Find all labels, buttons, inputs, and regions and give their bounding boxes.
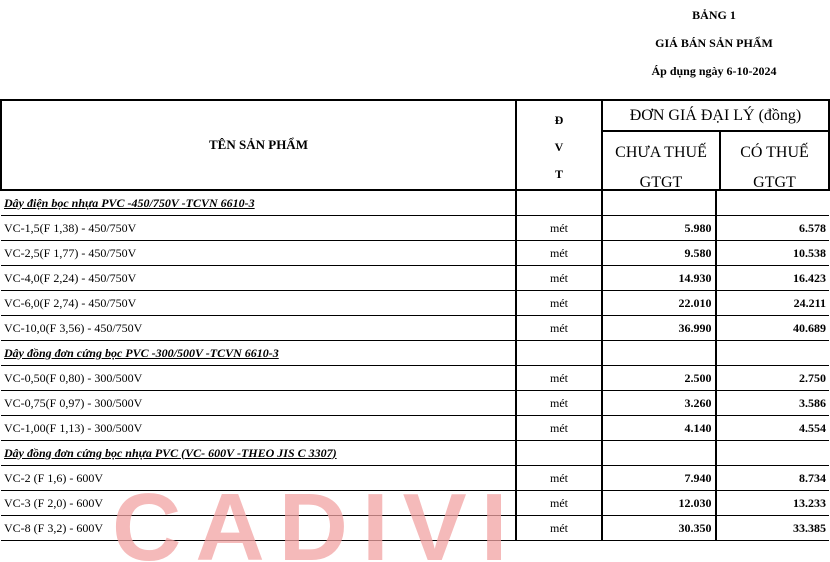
pre-tax-label: CHƯA THUẾ [615, 144, 707, 161]
table-number: BẢNG 1 [692, 8, 736, 22]
price-pre-tax: 5.980 [602, 216, 716, 241]
price-pre-tax: 7.940 [602, 466, 716, 491]
section-row [1, 441, 829, 466]
empty-cell [716, 441, 830, 466]
unit-cell: mét [516, 391, 602, 416]
price-with-tax: 10.538 [716, 241, 830, 266]
product-name: VC-2 (F 1,6) - 600V [1, 466, 516, 491]
table-row [1, 316, 829, 341]
unit-letter: Đ [554, 113, 564, 127]
price-with-tax: 6.578 [716, 216, 830, 241]
price-with-tax: 2.750 [716, 366, 830, 391]
product-name-header: TÊN SẢN PHẨM [1, 100, 516, 190]
table-row [1, 516, 829, 541]
section-title: Dây điện bọc nhựa PVC -450/750V -TCVN 6610-3 [1, 190, 516, 216]
with-tax-label: CÓ THUẾ [740, 144, 809, 161]
price-with-tax: 24.211 [716, 291, 830, 316]
vat-label: GTGT [753, 174, 796, 190]
product-name: VC-4,0(F 2,24) - 450/750V [1, 266, 516, 291]
vat-label: GTGT [639, 174, 683, 190]
table-row [1, 216, 829, 241]
price-with-tax: 16.423 [716, 266, 830, 291]
empty-cell [516, 441, 602, 466]
unit-cell: mét [516, 516, 602, 541]
table-row [1, 416, 829, 441]
product-name: VC-1,5(F 1,38) - 450/750V [1, 216, 516, 241]
table-row [1, 291, 829, 316]
empty-cell [716, 341, 830, 366]
price-with-tax: 40.689 [716, 316, 830, 341]
unit-cell: mét [516, 266, 602, 291]
price-with-tax: 3.586 [716, 391, 830, 416]
price-pre-tax: 4.140 [602, 416, 716, 441]
price-pre-tax: 12.030 [602, 491, 716, 516]
price-pre-tax: 36.990 [602, 316, 716, 341]
effective-date: Áp dụng ngày 6-10-2024 [651, 64, 777, 78]
price-pre-tax: 2.500 [602, 366, 716, 391]
section-title: Dây đồng đơn cứng bọc PVC -300/500V -TCVN 6610-3 [1, 341, 516, 366]
empty-cell [602, 341, 716, 366]
product-name: VC-6,0(F 2,74) - 450/750V [1, 291, 516, 316]
table-header-row [1, 100, 829, 190]
page-title: GIÁ BÁN SẢN PHẨM [655, 36, 773, 50]
table-row [1, 466, 829, 491]
unit-letter: T [554, 167, 563, 181]
product-name: VC-0,75(F 0,97) - 300/500V [1, 391, 516, 416]
price-with-tax: 8.734 [716, 466, 830, 491]
product-name: VC-10,0(F 3,56) - 450/750V [1, 316, 516, 341]
price-pre-tax: 9.580 [602, 241, 716, 266]
empty-cell [602, 441, 716, 466]
table-row [1, 391, 829, 416]
price-pre-tax: 22.010 [602, 291, 716, 316]
unit-letter: V [554, 140, 564, 154]
table-row [1, 366, 829, 391]
unit-header [516, 100, 602, 190]
unit-cell: mét [516, 366, 602, 391]
watermark-text: CADIVI [112, 474, 522, 562]
price-pre-tax: 3.260 [602, 391, 716, 416]
section-row [1, 190, 829, 216]
table-row [1, 241, 829, 266]
price-with-tax: 13.233 [716, 491, 830, 516]
product-name: VC-2,5(F 1,77) - 450/750V [1, 241, 516, 266]
unit-cell: mét [516, 291, 602, 316]
section-title: Dây đồng đơn cứng bọc nhựa PVC (VC- 600V -THEO JIS C 3307) [1, 441, 516, 466]
price-group-header [602, 100, 829, 190]
unit-cell: mét [516, 416, 602, 441]
unit-cell: mét [516, 316, 602, 341]
product-name: VC-3 (F 2,0) - 600V [1, 491, 516, 516]
empty-cell [716, 190, 830, 216]
table-row [1, 491, 829, 516]
product-name: VC-1,00(F 1,13) - 300/500V [1, 416, 516, 441]
unit-cell: mét [516, 466, 602, 491]
price-group-title: ĐƠN GIÁ ĐẠI LÝ (đồng) [603, 101, 828, 132]
empty-cell [516, 341, 602, 366]
with-tax-header [721, 132, 828, 189]
table-row [1, 266, 829, 291]
unit-cell: mét [516, 216, 602, 241]
price-with-tax: 33.385 [716, 516, 830, 541]
product-name: VC-8 (F 3,2) - 600V [1, 516, 516, 541]
unit-cell: mét [516, 241, 602, 266]
empty-cell [516, 190, 602, 216]
price-pre-tax: 30.350 [602, 516, 716, 541]
price-pre-tax: 14.930 [602, 266, 716, 291]
price-table [0, 99, 830, 541]
section-row [1, 341, 829, 366]
pre-tax-header [603, 132, 721, 189]
price-with-tax: 4.554 [716, 416, 830, 441]
unit-cell: mét [516, 491, 602, 516]
empty-cell [602, 190, 716, 216]
product-name: VC-0,50(F 0,80) - 300/500V [1, 366, 516, 391]
